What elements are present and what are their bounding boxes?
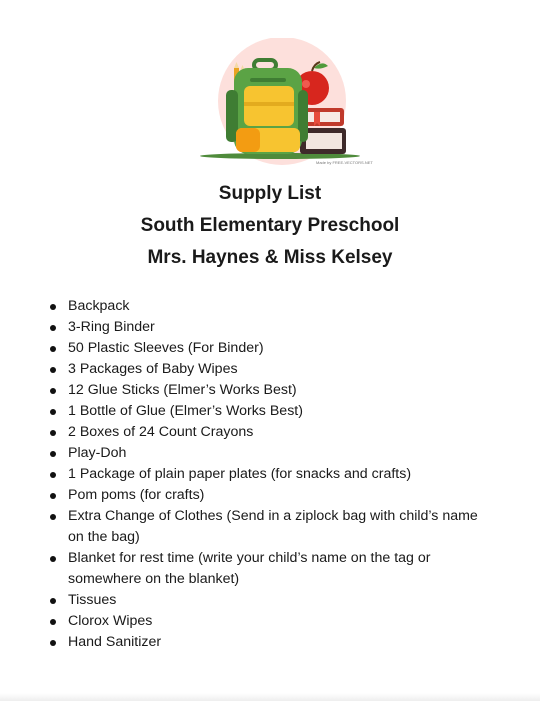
- school-name: South Elementary Preschool: [140, 215, 400, 236]
- list-item: 3 Packages of Baby Wipes: [48, 359, 488, 380]
- header: [0, 178, 540, 274]
- list-item: 1 Package of plain paper plates (for snacks and crafts): [48, 464, 488, 485]
- list-item: Extra Change of Clothes (Send in a ziplock bag with child’s name on the bag): [48, 506, 488, 548]
- list-item: Blanket for rest time (write your child’s name on the tag or somewhere on the blanket): [48, 548, 488, 590]
- supply-list: [48, 296, 488, 653]
- list-item: 1 Bottle of Glue (Elmer’s Works Best): [48, 401, 488, 422]
- list-item: 3-Ring Binder: [48, 317, 488, 338]
- list-item: Hand Sanitizer: [48, 632, 488, 653]
- list-item: Tissues: [48, 590, 488, 611]
- page-title: Supply List: [218, 183, 322, 204]
- list-item: 50 Plastic Sleeves (For Binder): [48, 338, 488, 359]
- page-bottom-edge: [0, 693, 540, 701]
- illustration-credit: Made by FREE-VECTORS.NET: [316, 160, 373, 165]
- list-item: Play-Doh: [48, 443, 488, 464]
- list-item: Pom poms (for crafts): [48, 485, 488, 506]
- list-item: Clorox Wipes: [48, 611, 488, 632]
- list-item: 2 Boxes of 24 Count Crayons: [48, 422, 488, 443]
- teacher-names: Mrs. Haynes & Miss Kelsey: [147, 247, 393, 268]
- list-item: 12 Glue Sticks (Elmer’s Works Best): [48, 380, 488, 401]
- backpack-with-apple-and-books-icon: [196, 38, 368, 168]
- list-item: Backpack: [48, 296, 488, 317]
